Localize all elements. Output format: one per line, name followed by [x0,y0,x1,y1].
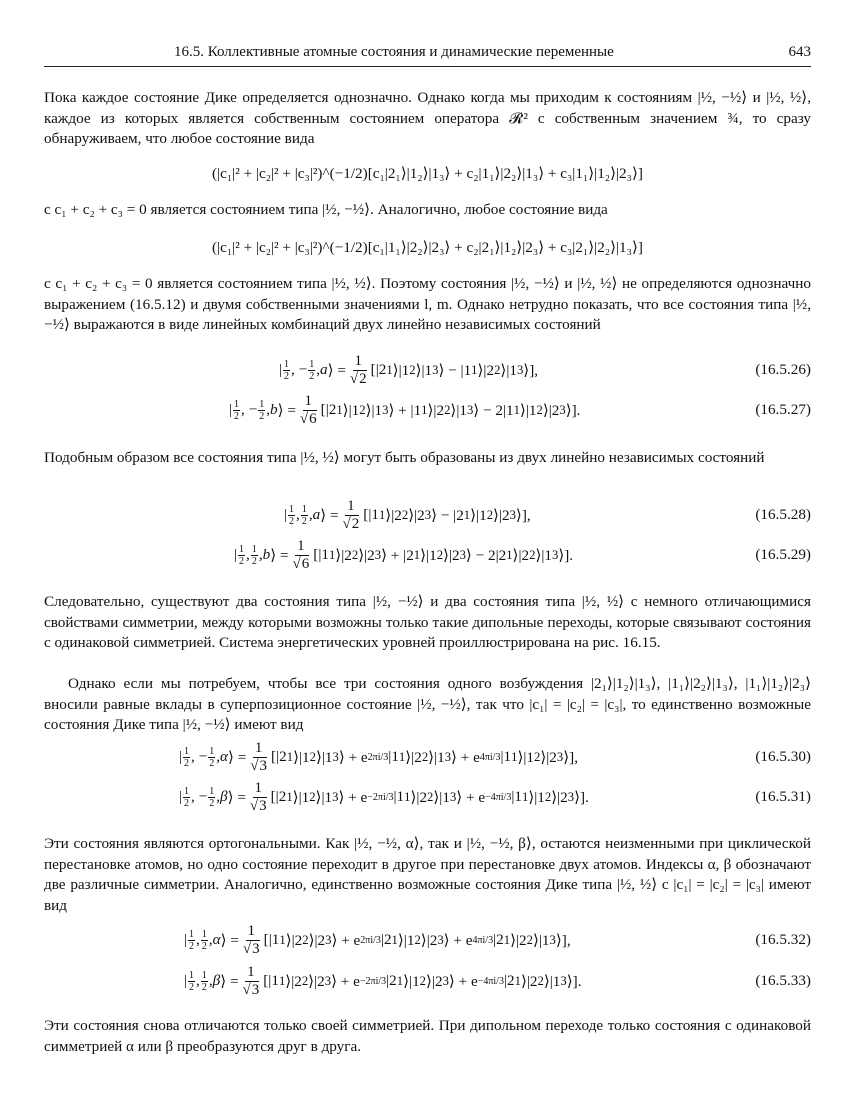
equation-16-5-28: | 1 2 , 1 2 , a ⟩ = $\frac{1}{√2}$ [|1 1 ⟩|2 2 ⟩|2 3 ⟩ − |2 1 ⟩|1 2 ⟩|2 3 ⟩], (16.5.28) [44,495,811,535]
equation-16-5-30: | 1 2 , − 1 2 , α ⟩ = $\frac{1}{√3}$ [|2 1 ⟩|1 2 ⟩|1 3 ⟩ + e 2πi/3 |1 1 ⟩|2 2 ⟩|1 3 ⟩ + e 4πi/3 |1 1 ⟩|1 2 ⟩|2 3 ⟩], (16.5.30) [44,737,811,777]
equation-16-5-32: | 1 2 , 1 2 , α ⟩ = $\frac{1}{√3}$ [|1 1 ⟩|2 2 ⟩|2 3 ⟩ + e 2πi/3 |2 1 ⟩|1 2 ⟩|2 3 ⟩ + e 4πi/3 |2 1 ⟩|2 2 ⟩|1 3 ⟩], (16.5.32) [44,920,811,960]
equation-number: (16.5.33) [755,972,811,989]
equation-number: (16.5.32) [755,931,811,948]
paragraph-1: Пока каждое состояние Дике определяется однозначно. Однако когда мы приходим к состояниям |½, −½⟩ и |½, ½⟩, каждое из которых является собственным состоянием оператора 𝓡² с собственным значением ¾, то сразу обнаруживаем, что любое состояние вида [44,89,811,147]
paragraph-2: с c₁ + c₂ + c₃ = 0 является состоянием типа |½, −½⟩. Аналогично, любое состояние вида [44,201,608,218]
equation-number: (16.5.27) [755,401,811,418]
paragraph-3: с c₁ + c₂ + c₃ = 0 является состоянием типа |½, ½⟩. Поэтому состояния |½, −½⟩ и |½, ½⟩ не определяются однозначно выражением (16.5.12) и двумя собственными значениями l, m. Однако нетрудно показать, что все состояния типа |½, −½⟩ выражаются в виде линейных комбинаций двух линейно независимых состояний [44,275,811,333]
paragraph-7: Эти состояния являются ортогональными. Как |½, −½, α⟩, так и |½, −½, β⟩, остаются неизменными при циклической перестановке атомов, но одно состояние переходит в другое при перестановке двух атомов. Индексы α, β обозначают две различные симметрии. Аналогично, единственно возможные состояния Дике типа |½, ½⟩ с |c₁| = |c₂| = |c₃| имеют вид [44,835,811,914]
equation-16-5-29: | 1 2 , 1 2 , b ⟩ = $\frac{1}{√6}$ [|1 1 ⟩|2 2 ⟩|2 3 ⟩ + |2 1 ⟩|1 2 ⟩|2 3 ⟩ − 2|2 1 ⟩|2 2 ⟩|1 3 ⟩]. (16.5.29) [44,535,811,575]
equation-number: (16.5.31) [755,788,811,805]
paragraph-6: Однако если мы потребуем, чтобы все три состояния одного возбуждения |2₁⟩|1₂⟩|1₃⟩, |1₁⟩|2₂⟩|1₃⟩, |1₁⟩|1₂⟩|2₃⟩ вносили равные вклады в суперпозиционное состояние |½, −½⟩, так что |c₁| = |c₂| = |c₃|, то единственно возможные состояния Дике типа |½, −½⟩ имеют вид [44,675,811,733]
equation-number: (16.5.28) [755,506,811,523]
page-number: 643 [788,44,811,60]
equation-16-5-31: | 1 2 , − 1 2 , β ⟩ = $\frac{1}{√3}$ [|2 1 ⟩|1 2 ⟩|1 3 ⟩ + e −2πi/3 |1 1 ⟩|2 2 ⟩|1 3 ⟩ + e −4πi/3 |1 1 ⟩|1 2 ⟩|2 3 ⟩]. (16.5.31) [44,777,811,817]
running-header [44,44,811,67]
paragraph-5: Следовательно, существуют два состояния типа |½, −½⟩ и два состояния типа |½, ½⟩ с немного отличающимися свойствами симметрии, между которыми возможны только такие дипольные переходы, которые связывают состояния с одинаковой симметрией. Система энергетических уровней проиллюстрирована на рис. 16.15. [44,593,811,651]
equation-16-5-33: | 1 2 , 1 2 , β ⟩ = $\frac{1}{√3}$ [|1 1 ⟩|2 2 ⟩|2 3 ⟩ + e −2πi/3 |2 1 ⟩|1 2 ⟩|2 3 ⟩ + e −4πi/3 |2 1 ⟩|2 2 ⟩|1 3 ⟩]. (16.5.33) [44,961,811,1001]
equation-16-5-27: | 1 2 , − 1 2 , b ⟩ = $\frac{1}{√6}$ [|2 1 ⟩|1 2 ⟩|1 3 ⟩ + |1 1 ⟩|2 2 ⟩|1 3 ⟩ − 2|1 1 ⟩|1 2 ⟩|2 3 ⟩]. (16.5.27) [44,390,811,430]
section-title: 16.5. Коллективные атомные состояния и динамические переменные [174,44,614,60]
equation-general-state-1: (|c₁|² + |c₂|² + |c₃|²)^(−1/2)[c₁|2₁⟩|1₂⟩|1₃⟩ + c₂|1₁⟩|2₂⟩|1₃⟩ + c₃|1₁⟩|1₂⟩|2₃⟩] [212,165,643,182]
equation-number: (16.5.29) [755,546,811,563]
paragraph-8: Эти состояния снова отличаются только своей симметрией. При дипольном переходе только состояния с одинаковой симметрией α или β преобразуются друг в друга. [44,1017,811,1055]
equation-general-state-2: (|c₁|² + |c₂|² + |c₃|²)^(−1/2)[c₁|1₁⟩|2₂⟩|2₃⟩ + c₂|2₁⟩|1₂⟩|2₃⟩ + c₃|2₁⟩|2₂⟩|1₃⟩] [212,239,643,256]
paragraph-4: Подобным образом все состояния типа |½, ½⟩ могут быть образованы из двух линейно независимых состояний [44,449,765,466]
equation-number: (16.5.26) [755,361,811,378]
equation-16-5-26: | 1 2 , − 1 2 , a ⟩ = $\frac{1}{√2}$ [|2 1 ⟩|1 2 ⟩|1 3 ⟩ − |1 1 ⟩|2 2 ⟩|1 3 ⟩], (16.5.26) [44,350,811,390]
equation-number: (16.5.30) [755,748,811,765]
